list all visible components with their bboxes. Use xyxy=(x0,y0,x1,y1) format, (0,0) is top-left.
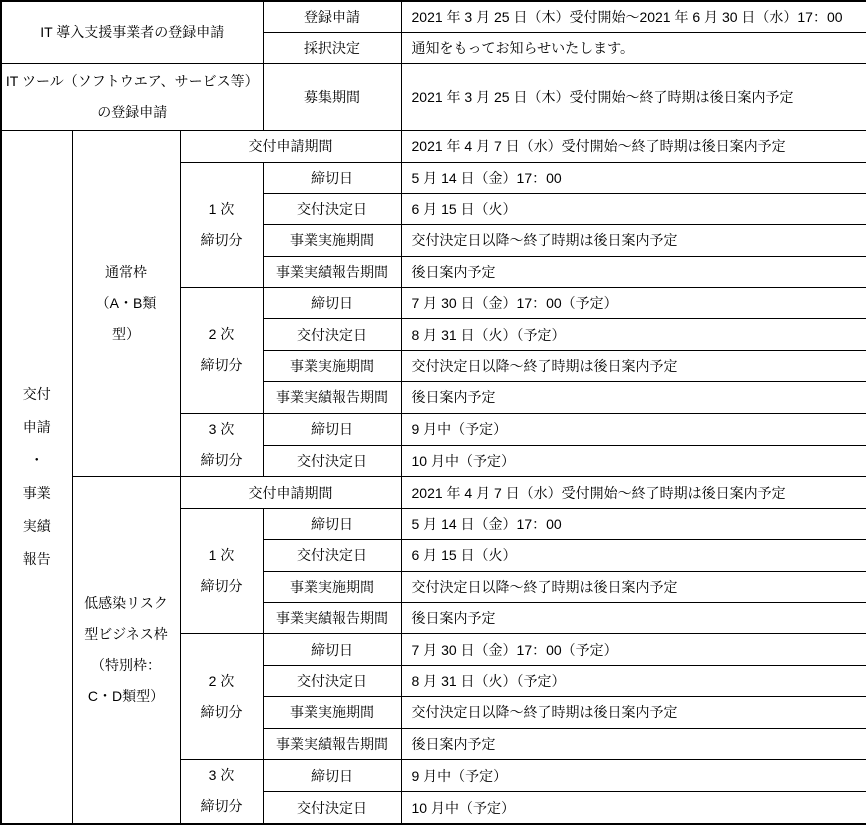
row-value-cell: 交付決定日以降～終了時期は後日案内予定 xyxy=(401,697,866,728)
row-label-cell: 事業実施期間 xyxy=(263,571,401,602)
row-label-cell: 事業実績報告期間 xyxy=(263,603,401,634)
row-label-cell: 交付決定日 xyxy=(263,540,401,571)
row-value-cell: 後日案内予定 xyxy=(401,728,866,759)
group-name-cell: 低感染リスク 型ビジネス枠 （特別枠： C・D類型） xyxy=(72,477,180,824)
row-value-cell: 9 月中（予定） xyxy=(401,759,866,791)
row-value-cell: 交付決定日以降～終了時期は後日案内予定 xyxy=(401,350,866,381)
row-label-cell: 事業実施期間 xyxy=(263,225,401,256)
row-label-cell: 交付決定日 xyxy=(263,665,401,696)
row-value-cell: 後日案内予定 xyxy=(401,256,866,287)
row-value-cell: 5 月 14 日（金）17：00 xyxy=(401,508,866,539)
row-value-cell: 6 月 15 日（火） xyxy=(401,193,866,224)
row-value-cell: 6 月 15 日（火） xyxy=(401,540,866,571)
batch-name-cell: 2 次 締切分 xyxy=(180,288,263,414)
row-label-cell: 交付申請期間 xyxy=(180,477,401,508)
row-label-cell: 締切日 xyxy=(263,162,401,193)
row-value-cell: 交付決定日以降～終了時期は後日案内予定 xyxy=(401,571,866,602)
row-value-cell: 2021 年 3 月 25 日（木）受付開始～終了時期は後日案内予定 xyxy=(401,64,866,131)
row-label-cell: 交付決定日 xyxy=(263,792,401,824)
row-label-cell: 締切日 xyxy=(263,413,401,445)
row-value-cell: 通知をもってお知らせいたします。 xyxy=(401,32,866,63)
row-value-cell: 5 月 14 日（金）17：00 xyxy=(401,162,866,193)
batch-name-cell: 1 次 締切分 xyxy=(180,162,263,288)
row-label-cell: 事業実績報告期間 xyxy=(263,382,401,413)
row-label-cell: 登録申請 xyxy=(263,1,401,32)
row-label-cell: 締切日 xyxy=(263,508,401,539)
row-label-cell: 事業実施期間 xyxy=(263,697,401,728)
row-value-cell: 8 月 31 日（火）（予定） xyxy=(401,319,866,350)
batch-name-cell: 3 次 締切分 xyxy=(180,413,263,477)
row-label-cell: 締切日 xyxy=(263,634,401,665)
section-header-text: IT 導入支援事業者の登録申請 xyxy=(40,24,225,41)
row-label-cell: 交付決定日 xyxy=(263,319,401,350)
row-value-cell: 2021 年 4 月 7 日（水）受付開始～終了時期は後日案内予定 xyxy=(401,477,866,508)
row-value-cell: 10 月中（予定） xyxy=(401,445,866,477)
row-value-cell: 後日案内予定 xyxy=(401,382,866,413)
row-label-cell: 締切日 xyxy=(263,288,401,319)
row-value-cell: 交付決定日以降～終了時期は後日案内予定 xyxy=(401,225,866,256)
row-label-cell: 募集期間 xyxy=(263,64,401,131)
section-header-text: IT ツール（ソフトウエア、サービス等） xyxy=(5,73,259,90)
batch-name-cell: 3 次 締切分 xyxy=(180,759,263,824)
vertical-section-header: 交付 申請 ・ 事業 実績 報告 xyxy=(1,131,72,824)
row-value-cell: 8 月 31 日（火）（予定） xyxy=(401,665,866,696)
row-label-cell: 事業実施期間 xyxy=(263,350,401,381)
row-value-cell: 10 月中（予定） xyxy=(401,792,866,824)
row-label-cell: 事業実績報告期間 xyxy=(263,728,401,759)
section-header-text: の登録申請 xyxy=(97,104,168,121)
row-value-cell: 2021 年 3 月 25 日（木）受付開始～2021 年 6 月 30 日（水）17：00 xyxy=(401,1,866,32)
batch-name-cell: 1 次 締切分 xyxy=(180,508,263,634)
row-value-cell: 後日案内予定 xyxy=(401,603,866,634)
row-label-cell: 交付決定日 xyxy=(263,193,401,224)
row-label-cell: 交付決定日 xyxy=(263,445,401,477)
row-label-cell: 採択決定 xyxy=(263,32,401,63)
row-value-cell: 7 月 30 日（金）17：00（予定） xyxy=(401,634,866,665)
row-label-cell: 交付申請期間 xyxy=(180,131,401,162)
registration-section-header xyxy=(1,1,263,64)
group-name-cell: 通常枠 （A・B類 型） xyxy=(72,131,180,477)
row-label-cell: 事業実績報告期間 xyxy=(263,256,401,287)
row-value-cell: 2021 年 4 月 7 日（水）受付開始～終了時期は後日案内予定 xyxy=(401,131,866,162)
row-label-cell: 締切日 xyxy=(263,759,401,791)
it-tool-section-header xyxy=(1,64,263,131)
row-value-cell: 7 月 30 日（金）17：00（予定） xyxy=(401,288,866,319)
batch-name-cell: 2 次 締切分 xyxy=(180,634,263,760)
row-value-cell: 9 月中（予定） xyxy=(401,413,866,445)
